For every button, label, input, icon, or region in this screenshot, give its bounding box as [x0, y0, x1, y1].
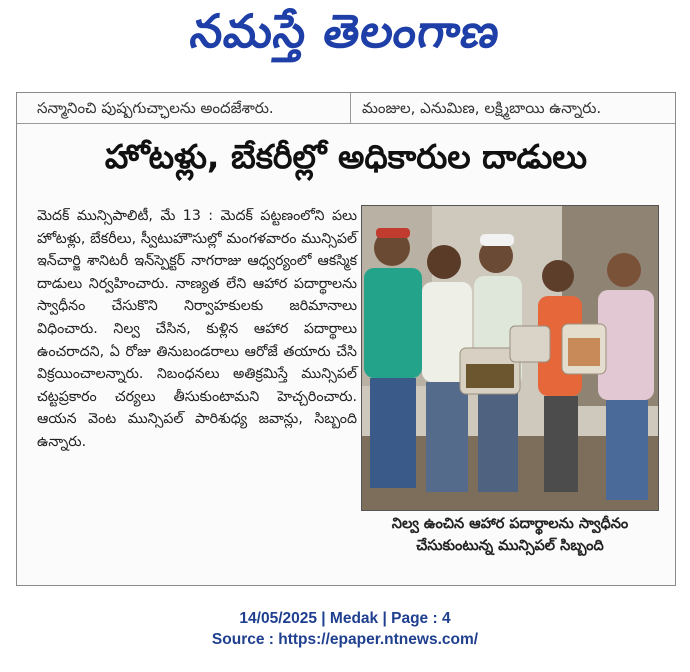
newspaper-masthead: [0, 0, 690, 70]
divider-rule: [17, 123, 675, 124]
article-body: మెదక్ మున్సిపాలిటీ, మే 13 : మెదక్ పట్టణంలోని పలు హోటళ్లు, బేకరీలు, స్వీటుహౌసుల్లో మంగళవారం మున్సిపల్ ఇన్‌చార్జి శానిటరీ ఇన్‌స్పెక్టర్ నాగరాజు ఆధ్వర్యంలో ఆకస్మిక దాడులు నిర్వహించారు. నాణ్యత లేని ఆహార పదార్థాలను స్వాధీనం చేసుకొని నిర్వాహకులకు జరిమానాలు విధించారు. నిల్వ చేసిన, కుళ్లిన ఆహార పదార్థాలు ఉంచరాదని, ఏ రోజు తినుబండరాలు ఆరోజే తయారు చేసి విక్రయించాలన్నారు. నిబంధనలు అతిక్రమిస్తే మున్సిపల్ చట్టప్రకారం చర్యలు తీసుకుంటామని హెచ్చరించారు. ఆయన వెంట మున్సిపల్ పారిశుధ్య జవాన్లు, సిబ్బంది ఉన్నారు.: [37, 208, 357, 450]
footer-date-edition: 14/05/2025 | Medak | Page : 4: [239, 610, 451, 627]
page-footer: [0, 608, 690, 650]
footer-source: Source : https://epaper.ntnews.com/: [211, 631, 479, 648]
photo-caption: నిల్వ ఉంచిన ఆహార పదార్థాలను స్వాధీనం చేసుకుంటున్న మున్సిపల్ సిబ్బంది: [391, 516, 629, 554]
previous-article-line-right: మంజుల, ఎనుమిణ, లక్ష్మిబాయి ఉన్నారు.: [362, 99, 602, 117]
article-headline: హోటళ్లు, బేకరీల్లో అధికారుల దాడులు: [104, 137, 588, 176]
news-photo: [361, 205, 659, 511]
news-photo-illustration: [362, 206, 658, 510]
column-separator: [350, 93, 351, 123]
previous-article-line-left: సన్మానించి పుష్పగుచ్ఛాలను అందజేశారు.: [37, 99, 274, 117]
masthead-title: నమస్తే తెలంగాణ: [187, 4, 505, 58]
news-clipping: [16, 92, 676, 586]
